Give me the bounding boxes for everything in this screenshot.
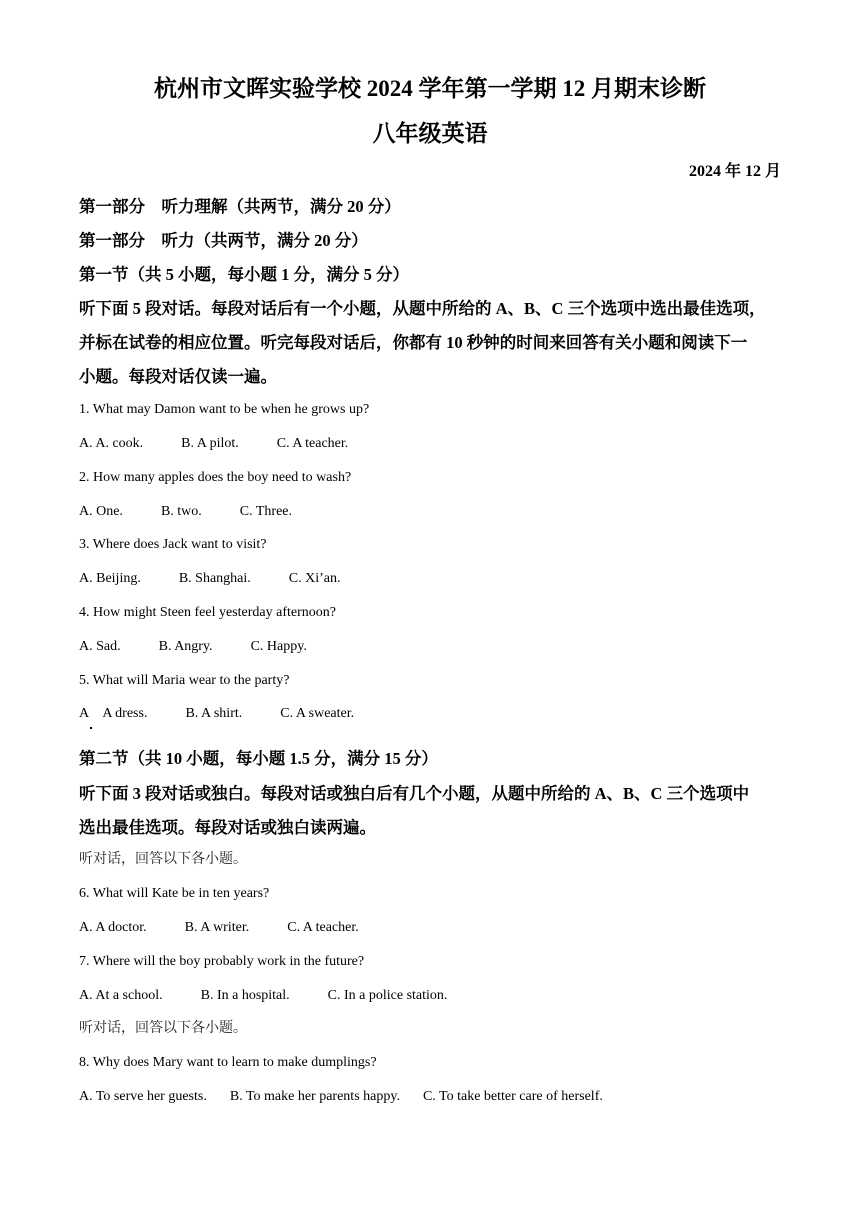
exam-date: 2024 年 12 月 bbox=[688, 163, 781, 180]
option-c: C. A sweater. bbox=[280, 706, 355, 721]
question-2: 2. How many apples does the boy need to wash? bbox=[79, 470, 352, 485]
option-c: C. Happy. bbox=[250, 639, 307, 654]
section-1-instruction-line: 听下面 5 段对话。每段对话后有一个小题，从题中所给的 A、B、C 三个选项中选出最佳选项， bbox=[79, 299, 766, 318]
option-c: C. To take better care of herself. bbox=[422, 1089, 603, 1104]
option-a: A. A. cook. bbox=[79, 436, 144, 451]
section-2-heading: 第二节（共 10 小题，每小题 1.5 分，满分 15 分） bbox=[79, 749, 438, 768]
question-2-options bbox=[79, 502, 292, 522]
section-1-instruction-line: 并标在试卷的相应位置。听完每段对话后，你都有 10 秒钟的时间来回答有关小题和阅读下一 bbox=[79, 333, 748, 352]
option-c: C. In a police station. bbox=[327, 988, 448, 1003]
question-7: 7. Where will the boy probably work in the future? bbox=[79, 954, 365, 969]
question-8: 8. Why does Mary want to learn to make dumplings? bbox=[79, 1055, 377, 1070]
question-5-options bbox=[79, 704, 354, 724]
option-c: C. A teacher. bbox=[276, 436, 349, 451]
stray-dot bbox=[90, 727, 92, 729]
option-b: B. two. bbox=[160, 504, 202, 519]
question-5: 5. What will Maria wear to the party? bbox=[79, 673, 290, 688]
option-a: A. To serve her guests. bbox=[79, 1089, 207, 1104]
option-a: A. Sad. bbox=[79, 639, 121, 654]
exam-title: 杭州市文晖实验学校 2024 学年第一学期 12 月期末诊断 bbox=[154, 76, 706, 101]
part-heading-listening-comprehension: 第一部分 听力理解（共两节，满分 20 分） bbox=[79, 197, 401, 216]
option-b: B. Angry. bbox=[158, 639, 213, 654]
option-a: A. Beijing. bbox=[79, 571, 141, 586]
option-c: C. Three. bbox=[239, 504, 293, 519]
question-3-options bbox=[79, 569, 341, 589]
option-c: C. Xi’an. bbox=[288, 571, 341, 586]
question-6: 6. What will Kate be in ten years? bbox=[79, 886, 270, 901]
section-1-instruction-line: 小题。每段对话仅读一遍。 bbox=[79, 367, 277, 386]
dialog-note: 听对话，回答以下各小题。 bbox=[79, 852, 247, 867]
option-b: B. A writer. bbox=[184, 920, 250, 935]
option-b: B. Shanghai. bbox=[178, 571, 251, 586]
dialog-note: 听对话，回答以下各小题。 bbox=[79, 1021, 247, 1036]
option-c: C. A teacher. bbox=[287, 920, 359, 935]
section-1-heading: 第一节（共 5 小题，每小题 1 分，满分 5 分） bbox=[79, 265, 409, 284]
option-a: A. At a school. bbox=[79, 988, 163, 1003]
section-2-instruction-line: 听下面 3 段对话或独白。每段对话或独白后有几个小题，从题中所给的 A、B、C 三个选项中 bbox=[79, 784, 750, 803]
question-8-options bbox=[79, 1087, 626, 1107]
question-4-options bbox=[79, 637, 307, 657]
section-2-instruction-line: 选出最佳选项。每段对话或独白读两遍。 bbox=[79, 818, 376, 837]
question-1: 1. What may Damon want to be when he grows up? bbox=[79, 402, 370, 417]
question-1-options bbox=[79, 434, 348, 454]
exam-subtitle: 八年级英语 bbox=[372, 121, 488, 146]
part-heading-listening: 第一部分 听力（共两节，满分 20 分） bbox=[79, 231, 368, 250]
option-b: B. In a hospital. bbox=[200, 988, 290, 1003]
question-3: 3. Where does Jack want to visit? bbox=[79, 537, 267, 552]
question-7-options bbox=[79, 986, 447, 1006]
option-a: A. One. bbox=[79, 504, 123, 519]
question-6-options bbox=[79, 918, 359, 938]
option-a: A. A doctor. bbox=[79, 920, 147, 935]
option-b: B. A pilot. bbox=[181, 436, 239, 451]
question-4: 4. How might Steen feel yesterday afternoon? bbox=[79, 605, 336, 620]
option-b: B. To make her parents happy. bbox=[229, 1089, 400, 1104]
option-b: B. A shirt. bbox=[185, 706, 243, 721]
option-a: A A dress. bbox=[79, 706, 148, 721]
